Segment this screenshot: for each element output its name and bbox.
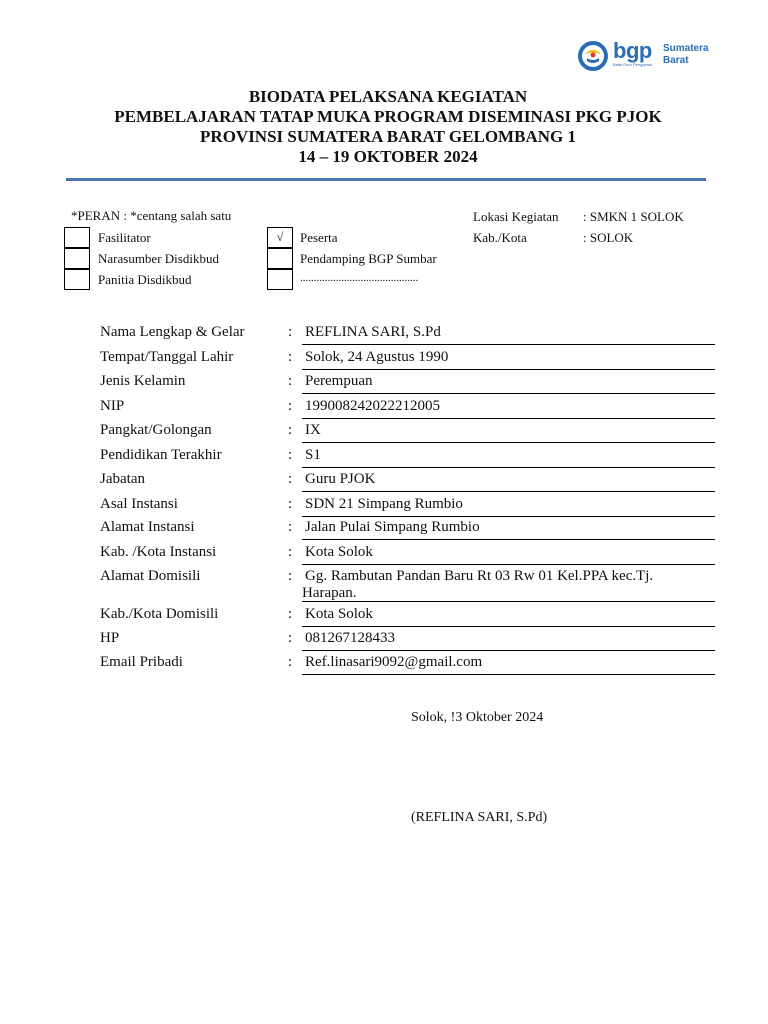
logo-region-line2: Barat (663, 55, 689, 66)
field-underline (302, 650, 715, 651)
field-underline (302, 418, 715, 419)
kab-kota-label: Kab./Kota (473, 230, 527, 245)
field-label: Nama Lengkap & Gelar (100, 324, 245, 340)
field-value: Kota Solok (305, 606, 373, 622)
title-line-3: PROVINSI SUMATERA BARAT GELOMBANG 1 (200, 127, 576, 146)
field-underline (302, 344, 715, 345)
field-colon: : (288, 568, 293, 584)
heading-divider (66, 178, 706, 181)
field-colon: : (288, 422, 293, 438)
field-underline (302, 626, 715, 627)
checkbox-fasilitator[interactable] (64, 227, 90, 248)
field-value: IX (305, 422, 321, 438)
field-colon: : (288, 373, 293, 389)
lokasi-label: Lokasi Kegiatan (473, 209, 559, 224)
field-underline (302, 369, 715, 370)
field-label: Asal Instansi (100, 496, 178, 512)
field-value: Gg. Rambutan Pandan Baru Rt 03 Rw 01 Kel.PPA kec.Tj. Harapan. (302, 568, 654, 601)
peran-title: *PERAN : *centang salah satu (71, 208, 232, 223)
field-value: 199008242022212005 (305, 398, 440, 414)
checkbox-panitia[interactable] (64, 269, 90, 290)
logo-region-line1: Sumatera (663, 43, 709, 54)
field-value: Guru PJOK (305, 471, 376, 487)
signature-name: (REFLINA SARI, S.Pd) (411, 810, 548, 825)
title-line-1: BIODATA PELAKSANA KEGIATAN (248, 87, 528, 106)
field-value: Kota Solok (305, 544, 373, 560)
field-underline (302, 467, 715, 468)
field-colon: : (288, 324, 293, 340)
field-colon: : (288, 496, 293, 512)
field-underline (302, 601, 715, 602)
field-colon: : (288, 519, 293, 535)
field-value: SDN 21 Simpang Rumbio (305, 496, 463, 512)
checkbox-pendamping[interactable] (267, 248, 293, 269)
field-label: Pangkat/Golongan (100, 422, 212, 438)
checkbox-peserta[interactable]: √ (267, 227, 293, 248)
field-colon: : (288, 606, 293, 622)
option-label-narasumber: Narasumber Disdikbud (98, 251, 219, 266)
field-colon: : (288, 654, 293, 670)
field-label: Pendidikan Terakhir (100, 447, 222, 463)
field-label: Kab./Kota Domisili (100, 606, 219, 622)
field-label: Jenis Kelamin (100, 373, 186, 389)
field-colon: : (288, 447, 293, 463)
field-label: NIP (100, 398, 125, 414)
title-line-2: PEMBELAJARAN TATAP MUKA PROGRAM DISEMINASI PKG PJOK (114, 107, 662, 126)
field-label: HP (100, 630, 120, 646)
lokasi-value: : SMKN 1 SOLOK (583, 209, 684, 224)
field-label: Alamat Domisili (100, 568, 201, 584)
field-underline (302, 674, 715, 675)
field-value: Solok, 24 Agustus 1990 (305, 349, 449, 365)
field-value: S1 (305, 447, 321, 463)
document-title (0, 87, 768, 167)
field-label: Tempat/Tanggal Lahir (100, 349, 234, 365)
field-value: Ref.linasari9092@gmail.com (305, 654, 483, 670)
checkbox-narasumber[interactable] (64, 248, 90, 269)
bgp-logo (577, 40, 717, 72)
field-label: Kab. /Kota Instansi (100, 544, 217, 560)
field-colon: : (288, 349, 293, 365)
field-label: Alamat Instansi (100, 519, 195, 535)
field-colon: : (288, 471, 293, 487)
kab-kota-value: : SOLOK (583, 230, 634, 245)
field-value: REFLINA SARI, S.Pd (305, 324, 441, 340)
tut-wuri-handayani-emblem-icon (577, 40, 609, 72)
field-underline (302, 393, 715, 394)
field-underline (302, 564, 715, 565)
logo-tagline: Balai Guru Penggerak (613, 62, 653, 67)
field-underline (302, 491, 715, 492)
option-label-peserta: Peserta (300, 230, 338, 245)
title-line-4: 14 – 19 OKTOBER 2024 (298, 147, 478, 166)
field-underline (302, 442, 715, 443)
field-label: Email Pribadi (100, 654, 183, 670)
field-underline (302, 539, 715, 540)
field-label: Jabatan (100, 471, 145, 487)
checkbox-other[interactable] (267, 269, 293, 290)
option-label-fasilitator: Fasilitator (98, 230, 151, 245)
field-colon: : (288, 544, 293, 560)
logo-region (663, 43, 709, 67)
field-value: Perempuan (305, 373, 373, 389)
field-value: 081267128433 (305, 630, 395, 646)
logo-brand-text: bgp (613, 38, 652, 63)
field-colon: : (288, 398, 293, 414)
option-label-pendamping: Pendamping BGP Sumbar (300, 251, 437, 266)
field-underline (302, 516, 715, 517)
place-date: Solok, !3 Oktober 2024 (411, 710, 544, 725)
option-label-panitia: Panitia Disdikbud (98, 272, 192, 287)
field-value: Jalan Pulai Simpang Rumbio (305, 519, 480, 535)
option-label-other: ........................................... (300, 272, 419, 284)
field-colon: : (288, 630, 293, 646)
